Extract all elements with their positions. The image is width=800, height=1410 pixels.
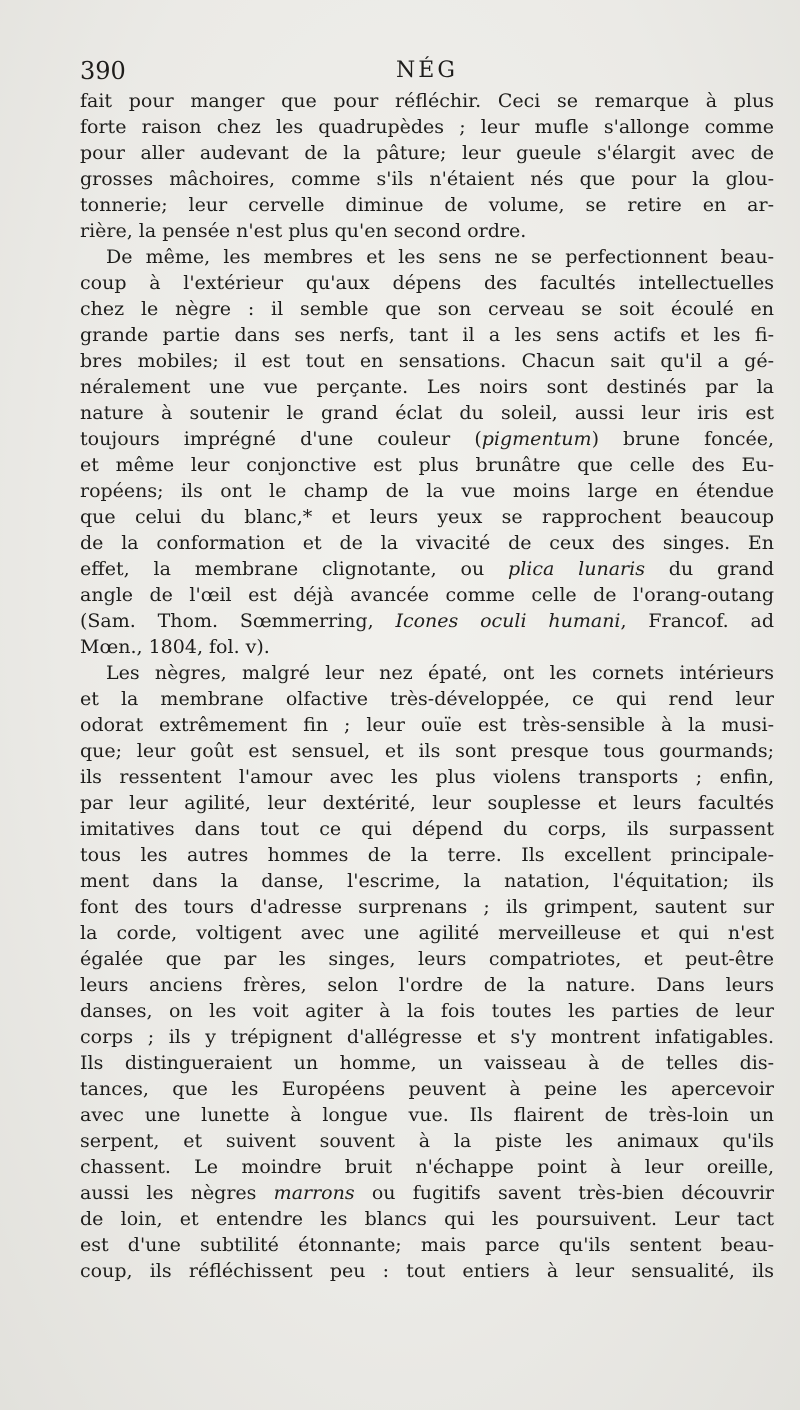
text-line: [80, 426, 774, 452]
page-header: [80, 54, 774, 88]
text-segment: ou fugitifs savent très-bien découvrir: [354, 1182, 774, 1204]
running-head: NÉG: [396, 58, 458, 83]
text-line: imitatives dans tout ce qui dépend du corps, ils surpassent: [80, 818, 774, 840]
text-segment: ) brune foncée,: [591, 428, 774, 450]
page-number: 390: [80, 57, 126, 85]
text-line: angle de l'œil est déjà avancée comme celle de l'orang-outang: [80, 584, 774, 606]
text-line: serpent, et suivent souvent à la piste les animaux qu'ils: [80, 1130, 774, 1152]
text-line: la corde, voltigent avec une agilité merveilleuse et qui n'est: [80, 922, 774, 944]
text-line: nature à soutenir le grand éclat du soleil, aussi leur iris est: [80, 402, 774, 424]
text-line: avec une lunette à longue vue. Ils flairent de très-loin un: [80, 1104, 774, 1126]
text-line: corps ; ils y trépignent d'allégresse et s'y montrent infatigables.: [80, 1026, 774, 1048]
text-line: que; leur goût est sensuel, et ils sont presque tous gourmands;: [80, 740, 774, 762]
text-segment: (Sam. Thom. Sœmmerring,: [80, 610, 396, 632]
text-segment: toujours imprégné d'une couleur (: [80, 428, 482, 450]
text-segment: aussi les nègres: [80, 1182, 274, 1204]
text-line: et la membrane olfactive très-développée, ce qui rend leur: [80, 688, 774, 710]
text-line: tous les autres hommes de la terre. Ils excellent principale-: [80, 844, 774, 866]
text-line: Ils distingueraient un homme, un vaisseau à de telles dis-: [80, 1052, 774, 1074]
text-line: coup à l'extérieur qu'aux dépens des facultés intellectuelles: [80, 272, 774, 294]
text-line: chez le nègre : il semble que son cerveau se soit écoulé en: [80, 298, 774, 320]
text-line: rière, la pensée n'est plus qu'en second ordre.: [80, 220, 527, 242]
text-line: tonnerie; leur cervelle diminue de volume, se retire en ar-: [80, 194, 774, 216]
italic-term: plica lunaris: [508, 558, 645, 580]
text-line: coup, ils réfléchissent peu : tout entiers à leur sensualité, ils: [80, 1260, 774, 1282]
text-line: grosses mâchoires, comme s'ils n'étaient nés que pour la glou-: [80, 168, 774, 190]
text-line: font des tours d'adresse surprenans ; ils grimpent, sautent sur: [80, 896, 774, 918]
text-line: leurs anciens frères, selon l'ordre de la nature. Dans leurs: [80, 974, 774, 996]
text-line: [80, 556, 774, 582]
text-line: Mœn., 1804, fol. v).: [80, 636, 270, 658]
text-line: tances, que les Européens peuvent à peine les apercevoir: [80, 1078, 774, 1100]
text-line: que celui du blanc,* et leurs yeux se rapprochent beaucoup: [80, 506, 774, 528]
text-line: Les nègres, malgré leur nez épaté, ont les cornets intérieurs: [106, 662, 774, 684]
text-line: ment dans la danse, l'escrime, la natation, l'équitation; ils: [80, 870, 774, 892]
text-line: néralement une vue perçante. Les noirs sont destinés par la: [80, 376, 774, 398]
italic-term: marrons: [273, 1182, 355, 1204]
text-line: odorat extrêmement fin ; leur ouïe est très-sensible à la musi-: [80, 714, 774, 736]
text-line: par leur agilité, leur dextérité, leur souplesse et leurs facultés: [80, 792, 774, 814]
italic-term: pigmentum: [481, 428, 592, 450]
text-line: fait pour manger que pour réfléchir. Ceci se remarque à plus: [80, 90, 774, 112]
text-line: [80, 1180, 774, 1206]
body-text: [80, 88, 774, 1284]
text-line: chassent. Le moindre bruit n'échappe point à leur oreille,: [80, 1156, 774, 1178]
text-line: De même, les membres et les sens ne se perfectionnent beau-: [106, 246, 774, 268]
text-segment: effet, la membrane clignotante, ou: [80, 558, 509, 580]
text-line: égalée que par les singes, leurs compatriotes, et peut-être: [80, 948, 774, 970]
text-line: ropéens; ils ont le champ de la vue moins large en étendue: [80, 480, 774, 502]
text-line: pour aller audevant de la pâture; leur gueule s'élargit avec de: [80, 142, 774, 164]
text-segment: , Francof. ad: [620, 610, 774, 632]
text-line: de la conformation et de la vivacité de ceux des singes. En: [80, 532, 774, 554]
text-line: bres mobiles; il est tout en sensations. Chacun sait qu'il a gé-: [80, 350, 774, 372]
text-line: ils ressentent l'amour avec les plus violens transports ; enfin,: [80, 766, 774, 788]
text-line: et même leur conjonctive est plus brunâtre que celle des Eu-: [80, 454, 774, 476]
text-segment: du grand: [644, 558, 774, 580]
text-line: forte raison chez les quadrupèdes ; leur mufle s'allonge comme: [80, 116, 774, 138]
text-line: grande partie dans ses nerfs, tant il a les sens actifs et les fi-: [80, 324, 774, 346]
text-line: de loin, et entendre les blancs qui les poursuivent. Leur tact: [80, 1208, 774, 1230]
text-line: [80, 608, 774, 634]
italic-term: Icones oculi humani: [395, 610, 621, 632]
text-line: danses, on les voit agiter à la fois toutes les parties de leur: [80, 1000, 774, 1022]
text-line: est d'une subtilité étonnante; mais parce qu'ils sentent beau-: [80, 1234, 774, 1256]
